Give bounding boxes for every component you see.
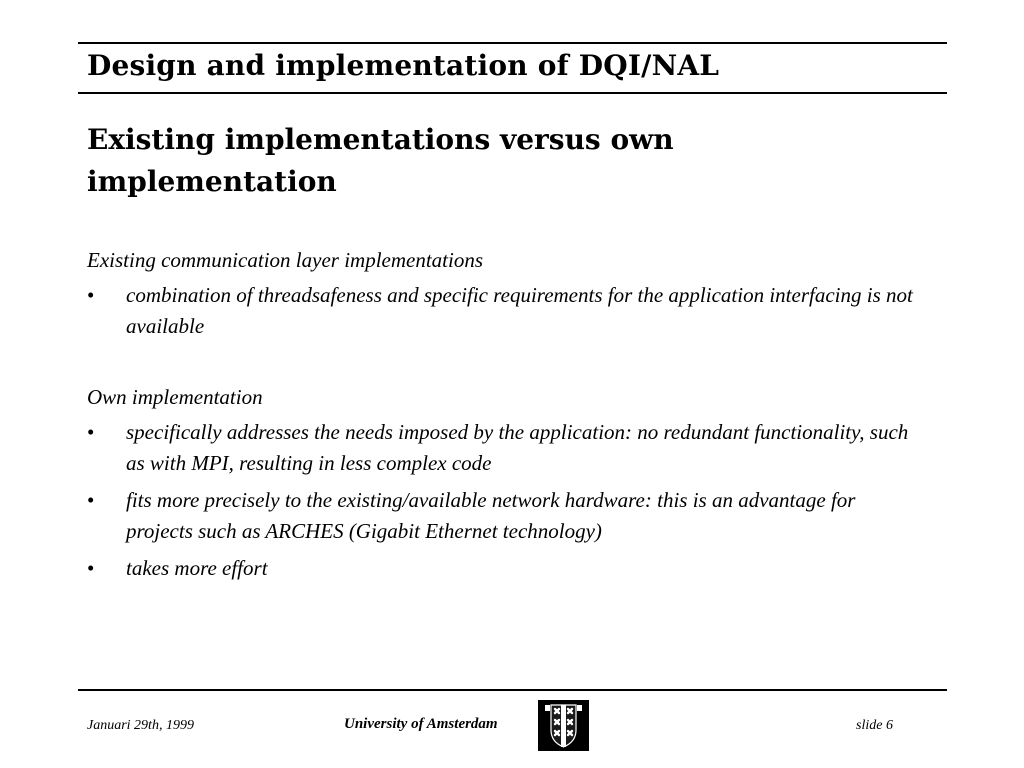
section-own — [87, 382, 927, 584]
bullet-list — [87, 280, 927, 342]
top-rule — [78, 42, 947, 44]
university-of-amsterdam-logo-icon — [538, 700, 589, 751]
list-item — [87, 280, 927, 342]
bullet-list — [87, 417, 927, 584]
slide-content — [87, 245, 927, 590]
footer-rule — [78, 689, 947, 691]
title-divider — [78, 92, 947, 94]
list-item — [87, 417, 927, 479]
list-item — [87, 485, 927, 547]
section-heading: Own implementation — [87, 385, 263, 409]
footer-slide-number: slide 6 — [856, 718, 893, 733]
bullet-icon: • — [87, 420, 95, 444]
slide-subtitle: Existing implementations versus own implementation — [87, 123, 674, 198]
bullet-text: specifically addresses the needs imposed by the application: no redundant functionality, such as with MPI, resulting in less complex code — [126, 420, 909, 475]
section-heading: Existing communication layer implementations — [87, 248, 484, 272]
footer-university: University of Amsterdam — [344, 716, 498, 732]
bullet-text: takes more effort — [126, 556, 268, 580]
bullet-icon: • — [87, 488, 95, 512]
bullet-icon: • — [87, 556, 95, 580]
bullet-icon: • — [87, 283, 95, 307]
footer-date: Januari 29th, 1999 — [87, 718, 194, 733]
bullet-text: fits more precisely to the existing/available network hardware: this is an advantage for projects such as ARCHES (Gigabit Ethernet technology) — [126, 488, 856, 543]
list-item — [87, 553, 927, 584]
slide-title: Design and implementation of DQI/NAL — [87, 49, 720, 82]
bullet-text: combination of threadsafeness and specific requirements for the application interfacing is not available — [126, 283, 913, 338]
section-existing — [87, 245, 927, 342]
